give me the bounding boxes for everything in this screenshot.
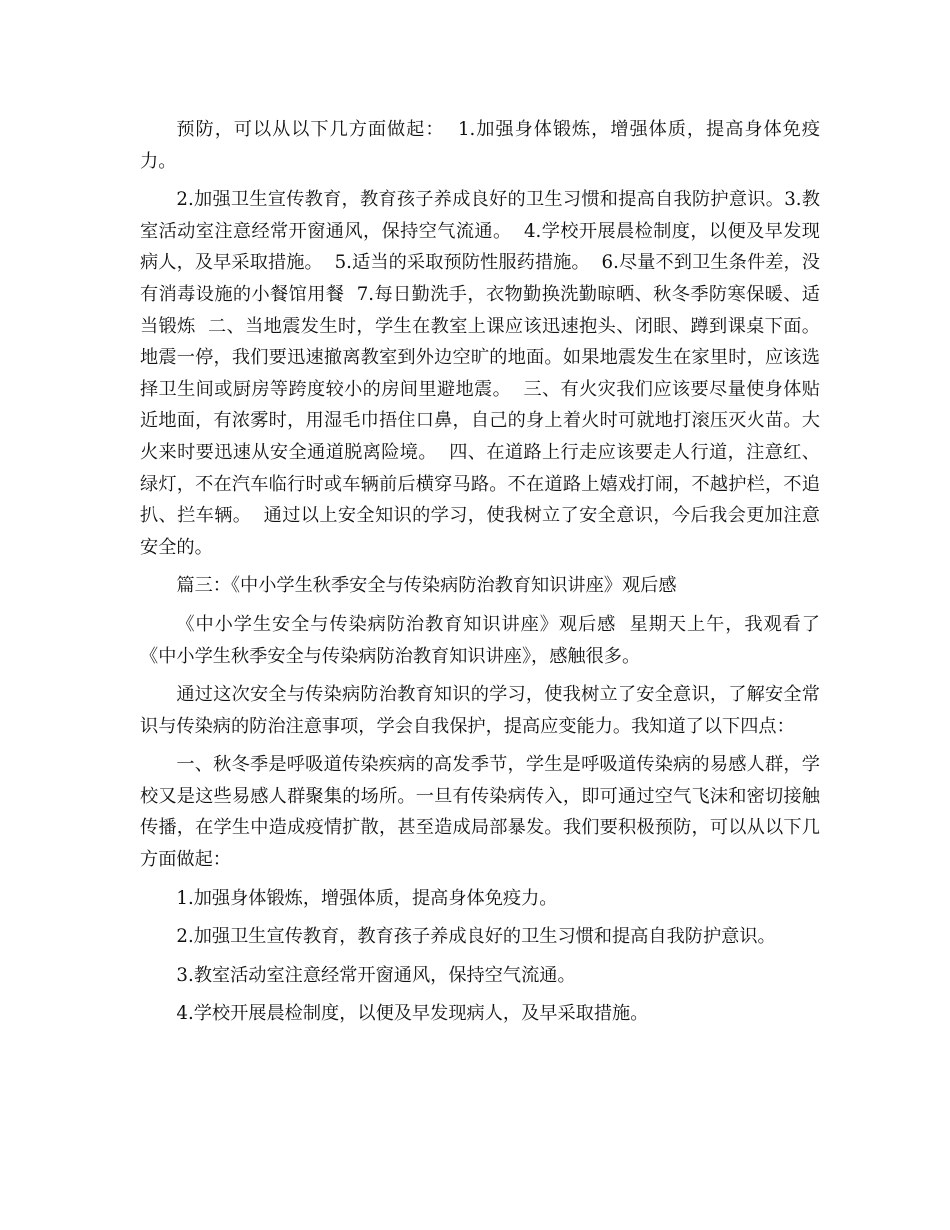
paragraph-4: 通过这次安全与传染病防治教育知识的学习，使我树立了安全意识，了解安全常识与传染病的防治注意事项，学会自我保护，提高应变能力。我知道了以下四点： <box>140 684 820 737</box>
document-body <box>140 114 820 1030</box>
paragraph-5: 一、秋冬季是呼吸道传染疾病的高发季节，学生是呼吸道传染病的易感人群，学校又是这些易感人群聚集的场所。一旦有传染病传入，即可通过空气飞沫和密切接触传播，在学生中造成疫情扩散，甚至造成局部暴发。我们要积极预防，可以从以下几方面做起： <box>140 754 820 871</box>
paragraph-3: 《中小学生安全与传染病防治教育知识讲座》观后感 星期天上午，我观看了《中小学生秋季安全与传染病防治教育知识讲座》，感触很多。 <box>140 613 820 667</box>
paragraph-2: 2.加强卫生宣传教育，教育孩子养成良好的卫生习惯和提高自我防护意识。3.教室活动室注意经常开窗通风，保持空气流通。 4.学校开展晨检制度，以便及早发现病人，及早采取措施。 5.适当的采取预防性服药措施。 6.尽量不到卫生条件差，没有消毒设施的小餐馆用餐 7.每日勤洗手，衣物勤换洗勤晾晒、秋冬季防寒保暖、适当锻炼 二、当地震发生时，学生在教室上课应该迅速抱头、闭眼、蹲到课桌下面。地震一停，我们要迅速撤离教室到外边空旷的地面。如果地震发生在家里时，应该选择卫生间或厨房等跨度较小的房间里避地震。 三、有火灾我们应该要尽量使身体贴近地面，有浓雾时，用湿毛巾捂住口鼻，自己的身上着火时可就地打滚压灭火苗。大火来时要迅速从安全通道脱离险境。 四、在道路上行走应该要走人行道，注意红、绿灯，不在汽车临行时或车辆前后横穿马路。不在道路上嬉戏打闹，不越护栏，不追扒、拦车辆。 通过以上安全知识的学习，使我树立了安全意识，今后我会更加注意安全的。 <box>140 189 820 558</box>
list-item-1: 1.加强身体锻炼，增强体质，提高身体免疫力。 <box>176 887 558 909</box>
section-heading: 篇三：《中小学生秋季安全与传染病防治教育知识讲座》观后感 <box>176 575 677 597</box>
list-item-2: 2.加强卫生宣传教育，教育孩子养成良好的卫生习惯和提高自我防护意识。 <box>176 926 776 948</box>
list-item-3: 3.教室活动室注意经常开窗通风，保持空气流通。 <box>176 964 576 986</box>
list-item-4: 4.学校开展晨检制度，以便及早发现病人，及早采取措施。 <box>176 1003 649 1025</box>
paragraph-1: 预防，可以从以下几方面做起： 1.加强身体锻炼，增强体质，提高身体免疫力。 <box>140 119 820 172</box>
